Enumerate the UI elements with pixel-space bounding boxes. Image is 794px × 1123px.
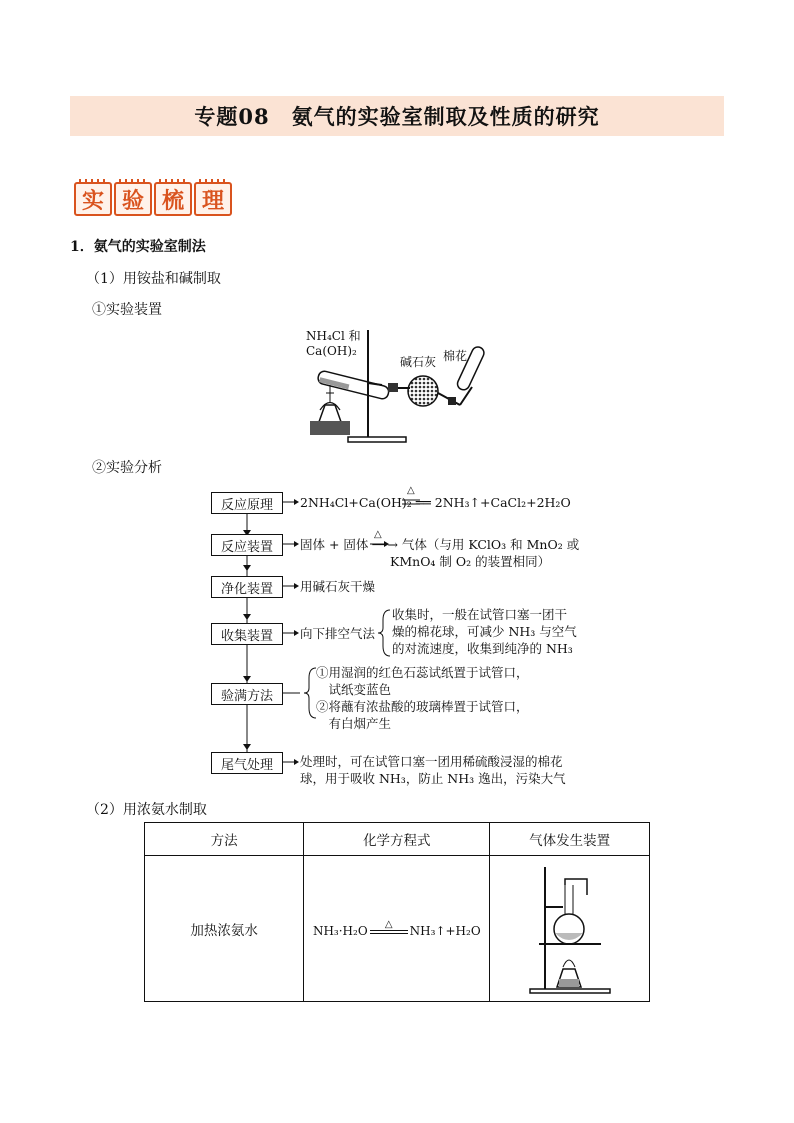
section-heading: 1．氨气的实验室制法 [70,239,206,255]
flow-text: ②将蘸有浓盐酸的玻璃棒置于试管口， [316,699,529,714]
subsection-heading: （2）用浓氨水制取 [86,802,207,818]
flow-box: 净化装置 [211,576,283,598]
equation-right: NH₃↑+H₂O [409,923,481,938]
flow-text: 收集时，一般在试管口塞一团干 [392,607,568,622]
badge-char: 实 [74,182,112,216]
equals-sign [370,930,408,934]
soda-lime-label: 碱石灰 [400,355,437,369]
reagent-label: Ca(OH)₂ [306,344,357,358]
flow-box: 收集装置 [211,623,283,645]
flow-box: 反应装置 [211,534,283,556]
flow-text: KMnO₄ 制 O₂ 的装置相同） [390,554,551,569]
heat-condition: △ [407,485,415,496]
flow-box: 验满方法 [211,683,283,705]
table-header-row [145,823,650,856]
flow-text: 2NH₄Cl+Ca(OH)₂ ══ 2NH₃↑+CaCl₂+2H₂O [300,495,571,510]
badge-char: 理 [194,182,232,216]
method-cell: 加热浓氨水 [145,856,304,1002]
flow-label: 向下排空气法 [300,626,376,641]
table-header: 方法 [145,823,304,856]
apparatus-cell [490,856,650,1002]
flask-apparatus-icon [525,857,615,997]
item-heading: ②实验分析 [92,460,162,476]
table-header: 化学方程式 [304,823,490,856]
ammonia-table [144,822,650,1002]
flow-text: 固体 + 固体 ──→ 气体（与用 KClO₃ 和 MnO₂ 或 [300,537,580,552]
flow-text: 用碱石灰干燥 [300,579,376,594]
equation-cell [304,856,490,1002]
flow-text: 有白烟产生 [316,716,392,731]
reagent-label: NH₄Cl 和 [306,329,361,343]
heat-condition: △ [374,529,382,540]
subsection-heading: （1）用铵盐和碱制取 [86,271,221,287]
flow-text: 试纸变蓝色 [316,682,392,697]
badge-char: 验 [114,182,152,216]
flow-text: 处理时，可在试管口塞一团用稀硫酸浸湿的棉花 [300,754,563,769]
cotton-label: 棉花 [443,349,468,363]
page-title: 专题08 氨气的实验室制取及性质的研究 [194,104,600,129]
flow-box: 反应原理 [211,492,283,514]
flow-text: 燥的棉花球，可减少 NH₃ 与空气 [392,624,577,639]
heat-condition: △ [384,918,393,930]
item-heading: ①实验装置 [92,302,162,318]
flow-text: 球，用于吸收 NH₃，防止 NH₃ 逸出，污染大气 [300,771,566,786]
flow-box: 尾气处理 [211,752,283,774]
equation-left: NH₃·H₂O [312,923,368,938]
flow-text: 的对流速度，收集到纯净的 NH₃ [392,641,573,656]
table-row [145,856,650,1002]
badge-char: 梳 [154,182,192,216]
table-header: 气体发生装置 [490,823,650,856]
flow-text: ①用湿润的红色石蕊试纸置于试管口， [316,665,529,680]
